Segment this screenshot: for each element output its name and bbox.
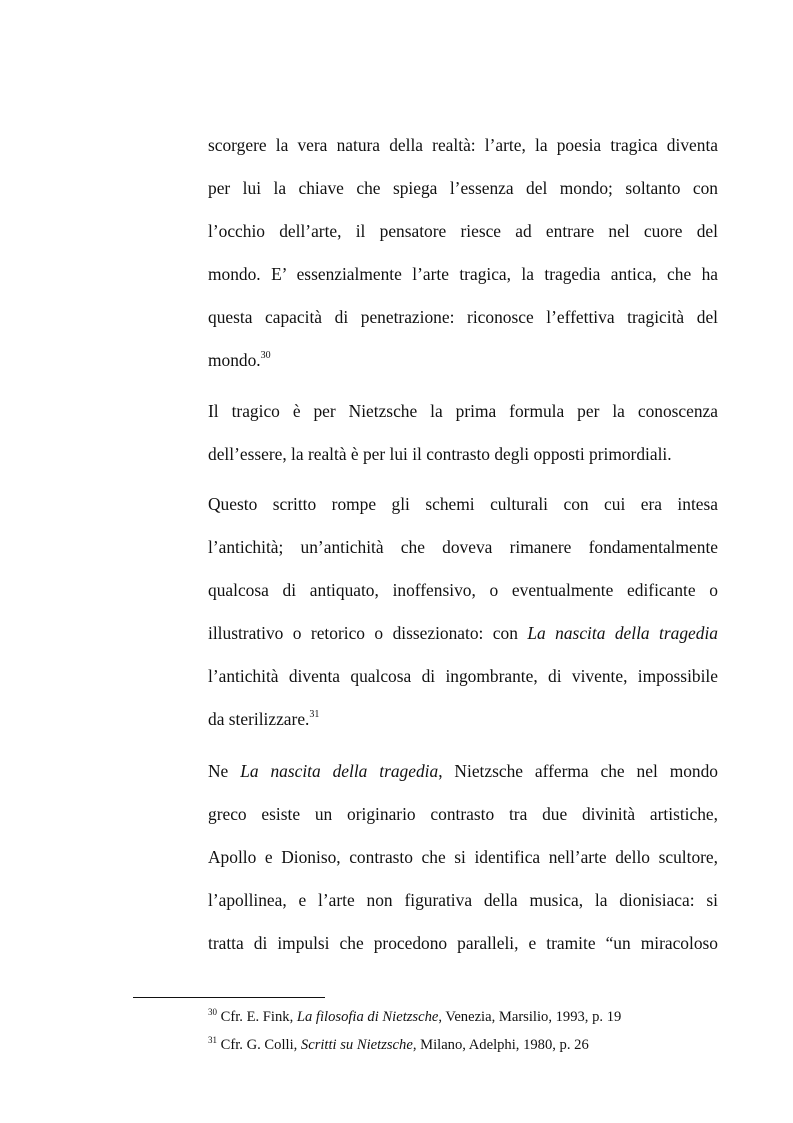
body-line (208, 889, 718, 911)
body-line (208, 220, 718, 242)
body-line (208, 665, 718, 687)
italic-title: La filosofia di Nietzsche (296, 1009, 439, 1025)
italic-title: Scritti su Nietzsche (300, 1037, 413, 1053)
footnote-ref: 31 (208, 1035, 217, 1045)
text-run: da sterilizzare. (208, 709, 310, 729)
text-run: illustrativo o retorico o dissezionato: con (208, 623, 528, 643)
text-run: mondo. E’ essenzialmente l’arte tragica, la tragedia antica, che ha (208, 264, 718, 284)
footnote-separator (133, 997, 325, 998)
footnote-ref: 30 (208, 1007, 217, 1017)
italic-title: La nascita della tragedia (240, 761, 439, 781)
text-run: per lui la chiave che spiega l’essenza del mondo; soltanto con (208, 178, 718, 198)
text-run: tratta di impulsi che procedono paralleli, e tramite “un miracoloso (208, 933, 718, 953)
text-run: greco esiste un originario contrasto tra due divinità artistiche, (208, 804, 718, 824)
text-run: l’occhio dell’arte, il pensatore riesce ad entrare nel cuore del (208, 221, 718, 241)
body-line (208, 536, 718, 558)
text-run: l’antichità diventa qualcosa di ingombrante, di vivente, impossibile (208, 666, 718, 686)
text-run: scorgere la vera natura della realtà: l’arte, la poesia tragica diventa (208, 135, 718, 155)
body-line (208, 760, 718, 782)
body-line (208, 579, 718, 601)
footnote-ref: 30 (260, 350, 271, 361)
text-run: l’apollinea, e l’arte non figurativa della musica, la dionisiaca: si (208, 890, 718, 910)
body-line (208, 932, 718, 954)
body-line (208, 134, 718, 156)
body-line (208, 306, 718, 328)
text-run: qualcosa di antiquato, inoffensivo, o eventualmente edificante o (208, 580, 718, 600)
text-run: l’antichità; un’antichità che doveva rimanere fondamentalmente (208, 537, 718, 557)
body-line (208, 443, 718, 465)
body-line (208, 349, 718, 371)
body-line (208, 708, 718, 730)
footnote-31 (208, 1036, 589, 1054)
body-line (208, 846, 718, 868)
body-line (208, 493, 718, 515)
text-run: Il tragico è per Nietzsche la prima formula per la conoscenza (208, 401, 718, 421)
text-run: questa capacità di penetrazione: riconosce l’effettiva tragicità del (208, 307, 718, 327)
body-line (208, 177, 718, 199)
body-line (208, 263, 718, 285)
text-run: , Nietzsche afferma che nel mondo (438, 761, 718, 781)
text-run: Cfr. E. Fink, (217, 1009, 297, 1025)
text-run: dell’essere, la realtà è per lui il contrasto degli opposti primordiali. (208, 444, 672, 464)
text-run: Cfr. G. Colli, (217, 1037, 301, 1053)
text-run: Questo scritto rompe gli schemi culturali con cui era intesa (208, 494, 718, 514)
text-run: , Venezia, Marsilio, 1993, p. 19 (438, 1009, 622, 1025)
body-line (208, 400, 718, 422)
text-run: Ne (208, 761, 241, 781)
text-run: Apollo e Dioniso, contrasto che si identifica nell’arte dello scultore, (208, 847, 718, 867)
text-run: , Milano, Adelphi, 1980, p. 26 (412, 1037, 589, 1053)
body-line (208, 622, 718, 644)
footnote-30 (208, 1008, 621, 1026)
text-run: mondo. (208, 350, 261, 370)
italic-title: La nascita della tragedia (527, 623, 718, 643)
body-line (208, 803, 718, 825)
footnote-ref: 31 (309, 709, 320, 720)
